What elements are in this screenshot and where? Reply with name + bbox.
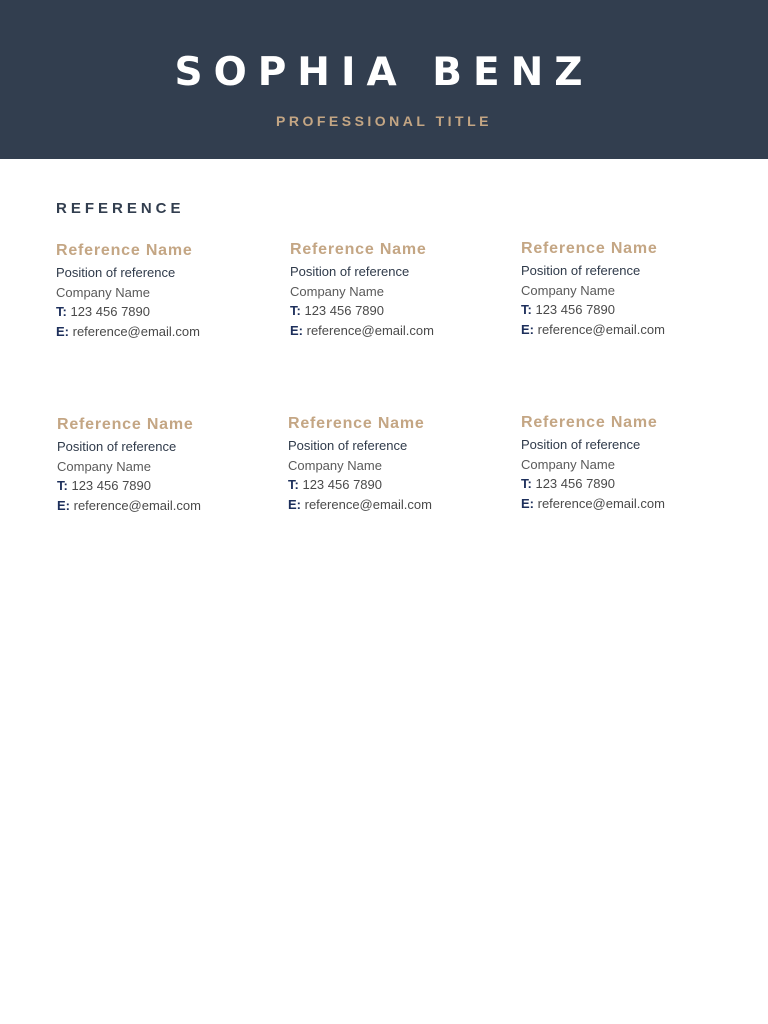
reference-phone: 123 456 7890 [304, 303, 384, 318]
reference-phone: 123 456 7890 [535, 302, 615, 317]
phone-label: T: [521, 476, 532, 491]
reference-company: Company Name [290, 283, 384, 299]
reference-card [290, 240, 510, 340]
reference-email: reference@email.com [537, 321, 665, 337]
reference-company: Company Name [57, 458, 151, 474]
email-label: E: [288, 496, 301, 512]
reference-email: reference@email.com [306, 322, 434, 338]
phone-label: T: [521, 302, 532, 317]
reference-name: Reference Name [521, 240, 658, 257]
email-label: E: [290, 322, 303, 338]
reference-phone: 123 456 7890 [71, 478, 151, 493]
reference-name: Reference Name [57, 416, 194, 433]
reference-card [288, 414, 508, 514]
email-label: E: [521, 321, 534, 337]
reference-email-line [521, 494, 741, 514]
reference-phone-line [57, 476, 277, 496]
email-label: E: [521, 495, 534, 511]
reference-email: reference@email.com [72, 323, 200, 339]
reference-position: Position of reference [290, 264, 410, 279]
reference-email-line [56, 322, 276, 342]
professional-title: PROFESSIONAL TITLE [276, 113, 492, 129]
reference-email: reference@email.com [73, 497, 201, 513]
reference-name: Reference Name [56, 242, 193, 259]
reference-name: Reference Name [288, 415, 425, 432]
reference-name: Reference Name [521, 414, 658, 431]
reference-email-line [288, 495, 508, 515]
header-banner [0, 0, 768, 159]
reference-email: reference@email.com [537, 495, 665, 511]
reference-phone-line [521, 300, 741, 320]
reference-phone: 123 456 7890 [535, 476, 615, 491]
reference-phone: 123 456 7890 [302, 477, 382, 492]
email-label: E: [56, 323, 69, 339]
reference-phone-line [56, 302, 276, 322]
reference-email-line [57, 496, 277, 516]
reference-company: Company Name [521, 282, 615, 298]
reference-phone-line [288, 475, 508, 495]
reference-position: Position of reference [288, 438, 408, 453]
phone-label: T: [290, 303, 301, 318]
reference-phone-line [521, 474, 741, 494]
reference-position: Position of reference [521, 437, 641, 452]
reference-company: Company Name [56, 284, 150, 300]
reference-card [57, 415, 277, 515]
reference-email-line [290, 321, 510, 341]
reference-card [521, 239, 741, 339]
reference-card [521, 413, 741, 513]
phone-label: T: [288, 477, 299, 492]
reference-company: Company Name [521, 456, 615, 472]
candidate-name: SOPHIA BENZ [174, 50, 594, 95]
reference-phone: 123 456 7890 [70, 304, 150, 319]
phone-label: T: [56, 304, 67, 319]
reference-section-heading: REFERENCE [56, 200, 185, 217]
reference-position: Position of reference [521, 263, 641, 278]
reference-company: Company Name [288, 457, 382, 473]
reference-phone-line [290, 301, 510, 321]
reference-name: Reference Name [290, 241, 427, 258]
reference-card [56, 241, 276, 341]
reference-position: Position of reference [56, 265, 176, 280]
email-label: E: [57, 497, 70, 513]
reference-email: reference@email.com [304, 496, 432, 512]
reference-position: Position of reference [57, 439, 177, 454]
phone-label: T: [57, 478, 68, 493]
reference-email-line [521, 320, 741, 340]
